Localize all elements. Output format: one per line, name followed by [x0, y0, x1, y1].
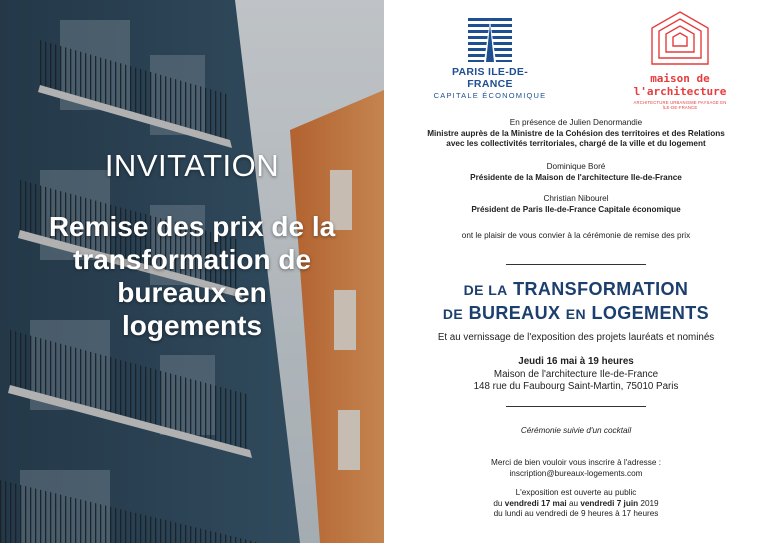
- divider-bottom: [506, 406, 646, 407]
- host2-role: Président de Paris Ile-de-France Capitale économique: [471, 204, 681, 214]
- headline: [384, 278, 768, 326]
- convie-text: ont le plaisir de vous convier à la cérémonie de remise des prix: [461, 231, 691, 240]
- presence-role-1: Ministre auprès de la Ministre de la Cohésion des territoires et des Relations: [427, 128, 725, 138]
- house-outline-icon: [650, 10, 710, 66]
- exhibition-line-1: L'exposition est ouverte au public: [515, 488, 637, 497]
- rsvp-email[interactable]: inscription@bureaux-logements.com: [509, 468, 643, 478]
- pidf-tagline: CAPITALE ÉCONOMIQUE: [433, 91, 547, 100]
- presence-role-2: avec les collectivités territoriales, chargé de la ville et du logement: [446, 139, 706, 148]
- event-address: 148 rue du Faubourg Saint-Martin, 75010 Paris: [473, 381, 679, 392]
- host1-block: [384, 162, 768, 183]
- host1-role: Présidente de la Maison de l'architecture Ile-de-France: [470, 172, 682, 182]
- maison-architecture-logo: [630, 10, 730, 110]
- event-date: Jeudi 16 mai à 19 heures: [518, 356, 634, 367]
- maison-name-1: maison de: [650, 72, 710, 85]
- ceremony-text: Cérémonie suivie d'un cocktail: [520, 426, 632, 435]
- pidf-name: PARIS ILE-DE-FRANCE: [451, 66, 529, 90]
- exhibition-hours: du lundi au vendredi de 9 heures à 17 heures: [493, 509, 659, 518]
- invitation-subtitle: Remise des prix de la transformation de bureaux en logements: [48, 211, 336, 341]
- rsvp-block: [384, 458, 768, 479]
- presence-block: [384, 118, 768, 150]
- maison-tagline: ARCHITECTURE URBANISME PAYSAGE EN ÎLE-DE-FRANCE: [633, 100, 727, 110]
- exhibition-dates: du vendredi 17 mai au vendredi 7 juin 2019: [493, 498, 659, 508]
- maison-name-2: l'architecture: [633, 85, 727, 98]
- paris-idf-logo: [430, 18, 550, 100]
- event-venue: Maison de l'architecture Ile-de-France: [493, 368, 659, 380]
- host2-name: Christian Nibourel: [543, 194, 609, 203]
- headline-line-1: DE LA TRANSFORMATION: [463, 279, 689, 299]
- exhibition-block: [384, 488, 768, 520]
- host2-block: [384, 194, 768, 215]
- eiffel-grid-icon: [468, 18, 512, 62]
- vernissage-text: Et au vernissage de l'exposition des projets lauréats et nominés: [437, 332, 715, 343]
- rsvp-line: Merci de bien vouloir vous inscrire à l'adresse :: [491, 458, 661, 467]
- host1-name: Dominique Boré: [546, 162, 606, 171]
- invitation-title: INVITATION: [104, 148, 280, 183]
- headline-line-2: DE BUREAUX EN LOGEMENTS: [442, 303, 710, 323]
- divider-top: [506, 264, 646, 265]
- presence-intro: En présence de Julien Denormandie: [509, 118, 643, 127]
- event-block: [384, 356, 768, 394]
